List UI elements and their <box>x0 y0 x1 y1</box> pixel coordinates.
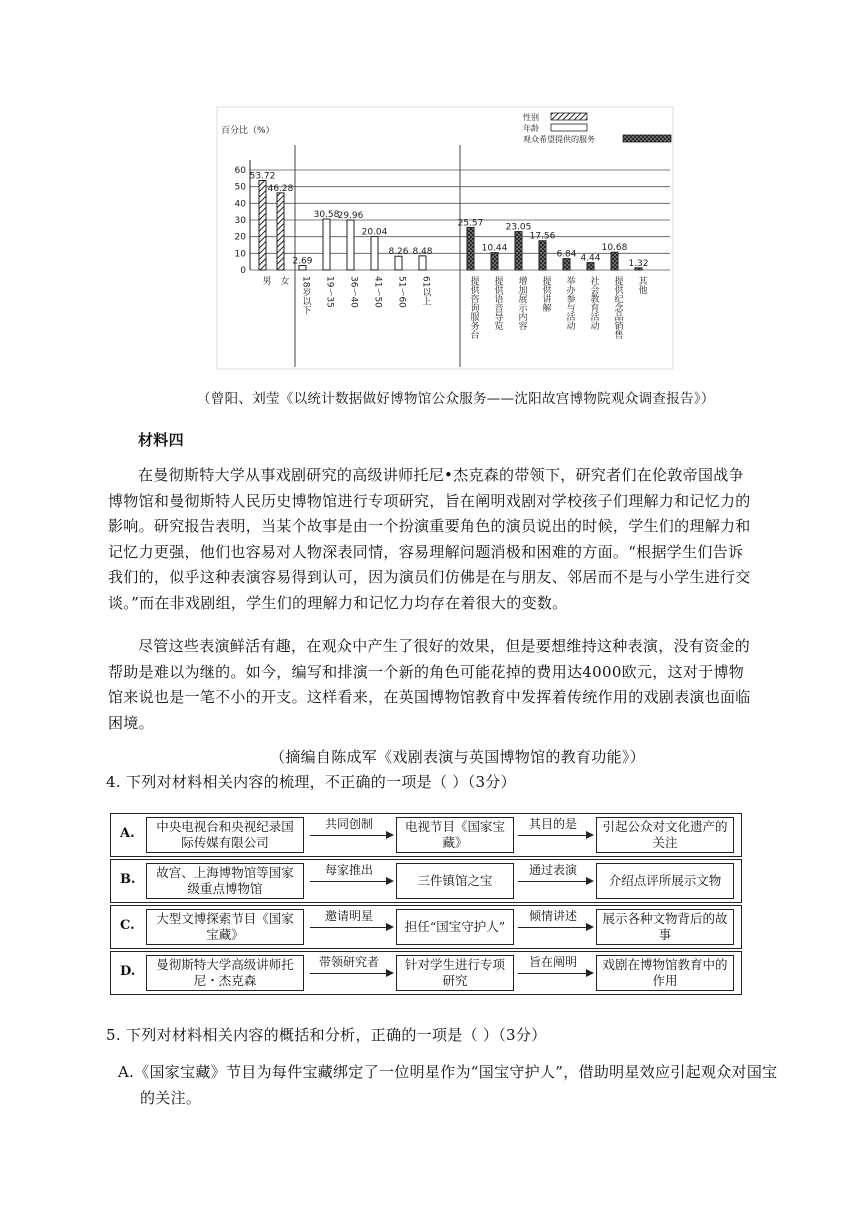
flow-arrow <box>518 927 588 928</box>
flow-arrow-label: 带领研究者 <box>318 955 379 969</box>
option-5a: A.《国家宝藏》节目为每件宝藏绑定了一位明星作为“国宝守护人”，借助明星效应引起观众对国宝的关注。 <box>118 1063 778 1107</box>
survey-bar-chart <box>215 105 680 375</box>
y-tick-label: 10 <box>234 249 246 260</box>
data-label: 1.32 <box>628 258 649 269</box>
legend-label: 年龄 <box>523 124 539 133</box>
x-tick-label: 举办参与活动 <box>564 276 575 330</box>
legend-label: 性别 <box>523 113 539 122</box>
y-tick-label: 50 <box>234 182 246 193</box>
flow-box-action: 电视节目《国家宝藏》 <box>396 817 514 853</box>
flow-arrow <box>518 835 588 836</box>
x-tick-label: 51～60 <box>396 276 407 308</box>
flow-arrow-label: 共同创制 <box>324 817 373 831</box>
bar <box>467 227 474 270</box>
flow-box-action: 三件镇馆之宝 <box>396 863 514 899</box>
source-citation: （摘编自陈成军《戏剧表演与英国博物馆的教育功能》） <box>270 748 646 766</box>
y-tick-label: 40 <box>234 199 246 210</box>
x-tick-label: 社会教育活动 <box>588 276 599 330</box>
arrowhead-icon <box>586 969 594 977</box>
bar <box>611 252 618 270</box>
data-label: 4.44 <box>580 253 601 264</box>
flow-arrow <box>310 973 388 974</box>
flow-box-action: 担任“国宝守护人” <box>396 909 514 945</box>
arrowhead-icon <box>586 877 594 885</box>
data-label: 17.56 <box>529 231 556 242</box>
bar <box>371 237 378 270</box>
flow-box-result: 展示各种文物背后的故事 <box>596 909 734 945</box>
data-label: 46.28 <box>267 183 294 194</box>
x-tick-label: 女 <box>278 276 289 285</box>
y-tick-label: 30 <box>234 216 246 226</box>
flow-box-action: 针对学生进行专项研究 <box>396 955 514 991</box>
data-label: 23.05 <box>505 222 532 233</box>
arrowhead-icon <box>386 831 394 839</box>
x-tick-label: 增加展示内容 <box>516 276 527 330</box>
y-tick-label: 20 <box>234 232 246 243</box>
y-tick-label: 60 <box>234 166 246 176</box>
chart-frame <box>217 107 673 369</box>
data-label: 8.48 <box>412 246 433 257</box>
flow-arrow <box>310 881 388 882</box>
flow-diagram <box>110 805 750 1005</box>
x-tick-label: 19～35 <box>324 276 335 308</box>
x-tick-label: 61以上 <box>420 276 431 306</box>
x-tick-label: 41～50 <box>372 276 383 308</box>
data-label: 10.44 <box>481 243 508 254</box>
arrowhead-icon <box>586 923 594 931</box>
bar <box>491 253 498 270</box>
flow-box-result: 戏剧在博物馆教育中的作用 <box>596 955 734 991</box>
data-label: 8.26 <box>388 247 409 258</box>
bar <box>539 241 546 270</box>
x-tick-label: 36～40 <box>348 276 359 308</box>
flow-arrow <box>310 927 388 928</box>
flow-box-subject: 大型文博探索节目《国家宝藏》 <box>146 909 304 945</box>
flow-box-subject: 曼彻斯特大学高级讲师托尼・杰克森 <box>146 955 304 991</box>
bar <box>347 220 354 270</box>
arrowhead-icon <box>386 969 394 977</box>
arrowhead-icon <box>386 923 394 931</box>
flow-box-result: 引起公众对文化遗产的关注 <box>596 817 734 853</box>
x-tick-label: 提供纪念品销售 <box>612 276 623 339</box>
x-tick-label: 提供讲解 <box>540 276 551 312</box>
flow-arrow-label: 其目的是 <box>528 817 577 831</box>
flow-arrow-label: 倾情讲述 <box>528 909 577 923</box>
x-tick-label: 男 <box>260 276 271 285</box>
section-title: 材料四 <box>138 431 184 449</box>
flow-arrow-label: 旨在阐明 <box>528 955 577 969</box>
flow-box-subject: 中央电视台和央视纪录国际传媒有限公司 <box>146 817 304 853</box>
question-4: 4. 下列对材料相关内容的梳理，不正确的一项是（ ）（3分） <box>106 773 516 791</box>
paragraph-1: 在曼彻斯特大学从事戏剧研究的高级讲师托尼•杰克森的带领下，研究者们在伦敦帝国战争博物馆和曼彻斯特人民历史博物馆进行专项研究，旨在阐明戏剧对学校孩子们理解力和记忆力的影响。研究报告表明，当某个故事是由一个扮演重要角色的演员说出的时候，学生们的理解力和记忆力更强，他们也容易对人物深表同情，容易理解问题消极和困难的方面。“根据学生们告诉我们的，似乎这种表演容易得到认可，因为演员们仿佛是在与朋友、邻居而不是与小学生进行交谈。”而在非戏剧组，学生们的理解力和记忆力均存在着很大的变数。 <box>108 466 751 612</box>
y-axis-label: 百分比（%） <box>221 126 275 136</box>
flow-row-label: A. <box>120 826 135 841</box>
data-label: 53.72 <box>249 171 276 182</box>
data-label: 2.69 <box>292 256 313 267</box>
chart-source-caption: （曾阳、刘莹《以统计数据做好博物馆公众服务——沈阳故宫博物院观众调查报告》） <box>197 391 715 407</box>
legend-swatch <box>551 113 587 120</box>
bar <box>323 219 330 270</box>
flow-row-label: B. <box>120 872 136 887</box>
flow-arrow-label: 通过表演 <box>528 863 577 877</box>
flow-arrow-label: 邀请明星 <box>324 909 373 923</box>
arrowhead-icon <box>386 877 394 885</box>
x-tick-label: 提供语音导览 <box>492 276 503 330</box>
x-tick-label: 18岁以下 <box>300 276 311 315</box>
data-label: 20.04 <box>361 227 388 238</box>
data-label: 29.96 <box>337 211 364 222</box>
legend-label: 观众希望提供的服务 <box>523 135 595 144</box>
flow-arrow-label: 每家推出 <box>324 863 373 877</box>
flow-row-label: C. <box>120 918 135 933</box>
legend-swatch <box>551 124 587 131</box>
question-5: 5. 下列对材料相关内容的概括和分析，正确的一项是（ ）（3分） <box>106 1026 547 1044</box>
x-tick-label: 其他 <box>636 276 647 294</box>
bar <box>587 263 594 270</box>
data-label: 6.84 <box>556 249 577 260</box>
y-tick-label: 0 <box>240 266 246 276</box>
x-tick-label: 提供咨询服务台 <box>468 276 479 339</box>
data-label: 10.68 <box>601 243 628 254</box>
arrowhead-icon <box>586 831 594 839</box>
bar <box>563 259 570 270</box>
bar <box>515 232 522 270</box>
bar <box>277 193 284 270</box>
paragraph-2: 尽管这些表演鲜活有趣，在观众中产生了很好的效果，但是要想维持这种表演，没有资金的帮助是难以为继的。如今，编写和排演一个新的角色可能花掉的费用达4000欧元，这对于博物馆来说也是一笔不小的开支。这样看来，在英国博物馆教育中发挥着传统作用的戏剧表演也面临困境。 <box>108 637 751 732</box>
data-label: 25.57 <box>457 218 484 229</box>
flow-box-subject: 故宫、上海博物馆等国家级重点博物馆 <box>146 863 304 899</box>
bar <box>395 256 402 270</box>
flow-box-result: 介绍点评所展示文物 <box>596 863 734 899</box>
flow-arrow <box>518 881 588 882</box>
bar <box>419 256 426 270</box>
data-label: 30.58 <box>313 210 340 221</box>
flow-row-label: D. <box>120 964 136 979</box>
bar <box>259 180 266 270</box>
flow-arrow <box>518 973 588 974</box>
legend-swatch <box>623 135 671 142</box>
flow-arrow <box>310 835 388 836</box>
